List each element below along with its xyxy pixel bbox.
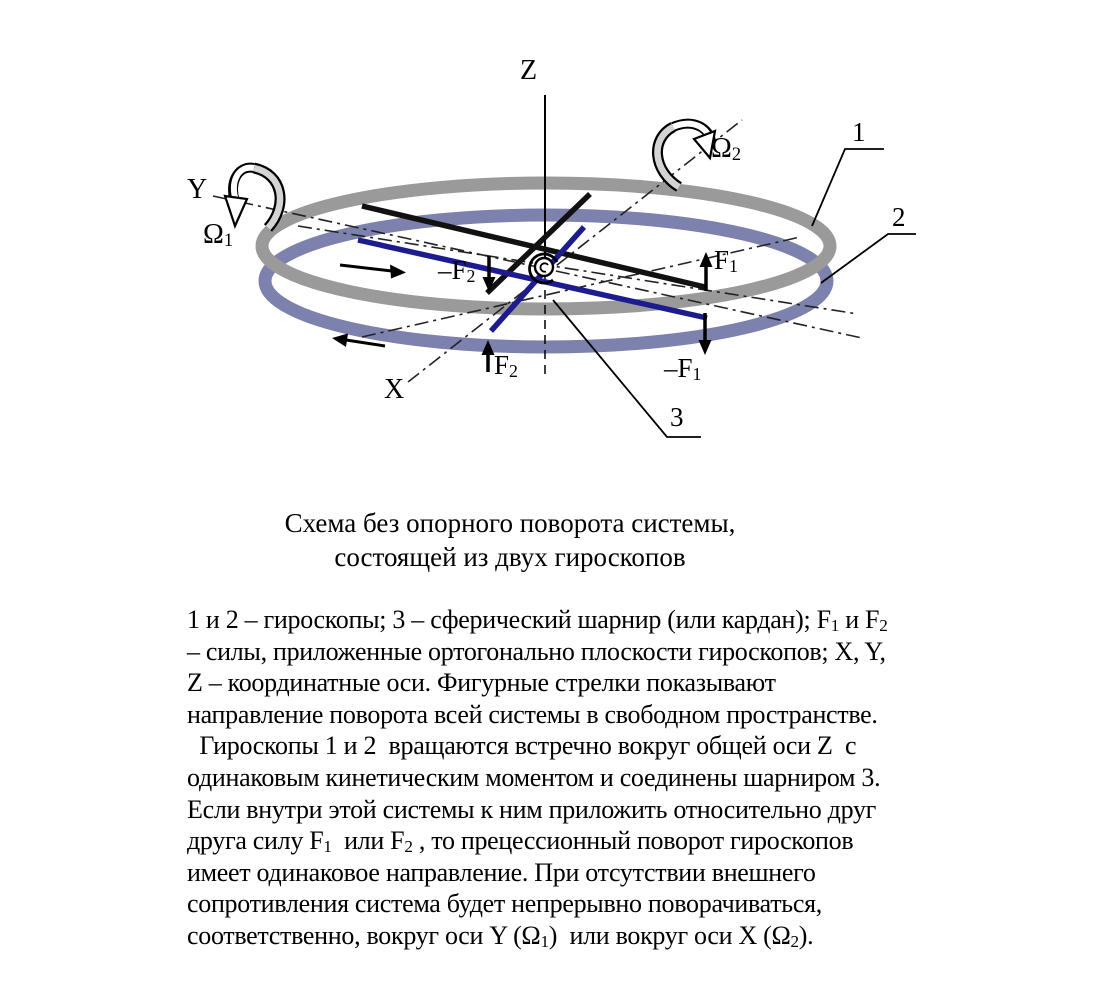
description-line: – силы, приложенные ортогонально плоскости гироскопов; X, Y,	[187, 636, 886, 666]
description-line: сопротивления система будет непрерывно поворачиваться,	[187, 889, 822, 919]
y-axis-label: Y	[187, 174, 208, 205]
scheme-drawing	[0, 0, 1095, 470]
part-label-1: 1	[852, 117, 866, 147]
force-neg-f1-label: $-F_1$	[664, 353, 702, 385]
description-line: 1 и 2 – гироскопы; 3 – сферический шарнир (или кардан); $F_1$ и $F_2$	[187, 605, 888, 636]
figure-description	[187, 604, 887, 952]
description-line: имеет одинаковое направление. При отсутствии внешнего	[187, 857, 816, 887]
omega1-ribbon-arrow	[225, 168, 280, 228]
leader-1	[812, 149, 884, 226]
omega2-label: $\Omega_2$	[711, 133, 742, 165]
description-line: одинаковым кинетическим моментом и соединены шарниром 3.	[187, 762, 881, 792]
gyroscope-scheme-figure	[0, 0, 1095, 470]
description-line: Если внутри этой системы к ним приложить относительно друг	[187, 794, 877, 824]
x-axis-label: X	[384, 374, 405, 405]
z-axis-label: Z	[520, 55, 538, 86]
figure-caption	[150, 506, 870, 574]
part-label-3: 3	[670, 402, 684, 432]
force-f2-label: $F_2$	[494, 350, 518, 382]
description-line: Z – координатные оси. Фигурные стрелки показывают	[187, 668, 776, 698]
description-line: друга силу $F_1$ или $F_2$ , то прецессионный поворот гироскопов	[187, 826, 854, 857]
description-line: соответственно, вокруг оси Y $(\Omega_1)$ или вокруг оси X $(\Omega_2)$.	[187, 920, 814, 952]
description-line: направление поворота всей системы в свободном пространстве.	[187, 699, 878, 729]
part-label-2: 2	[892, 202, 906, 232]
description-line: Гироскопы 1 и 2 вращаются встречно вокруг общей оси Z с	[187, 731, 857, 761]
caption-line-2: состоящей из двух гироскопов	[334, 542, 686, 572]
omega2-ribbon-arrow	[657, 124, 715, 187]
force-f1-label: $F_1$	[714, 245, 738, 277]
force-neg-f2-label: $-F_2$	[438, 255, 476, 287]
omega1-label: $\Omega_1$	[203, 219, 234, 251]
caption-line-1: Схема без опорного поворота системы,	[284, 508, 736, 538]
spin-arrow-right	[340, 265, 406, 279]
